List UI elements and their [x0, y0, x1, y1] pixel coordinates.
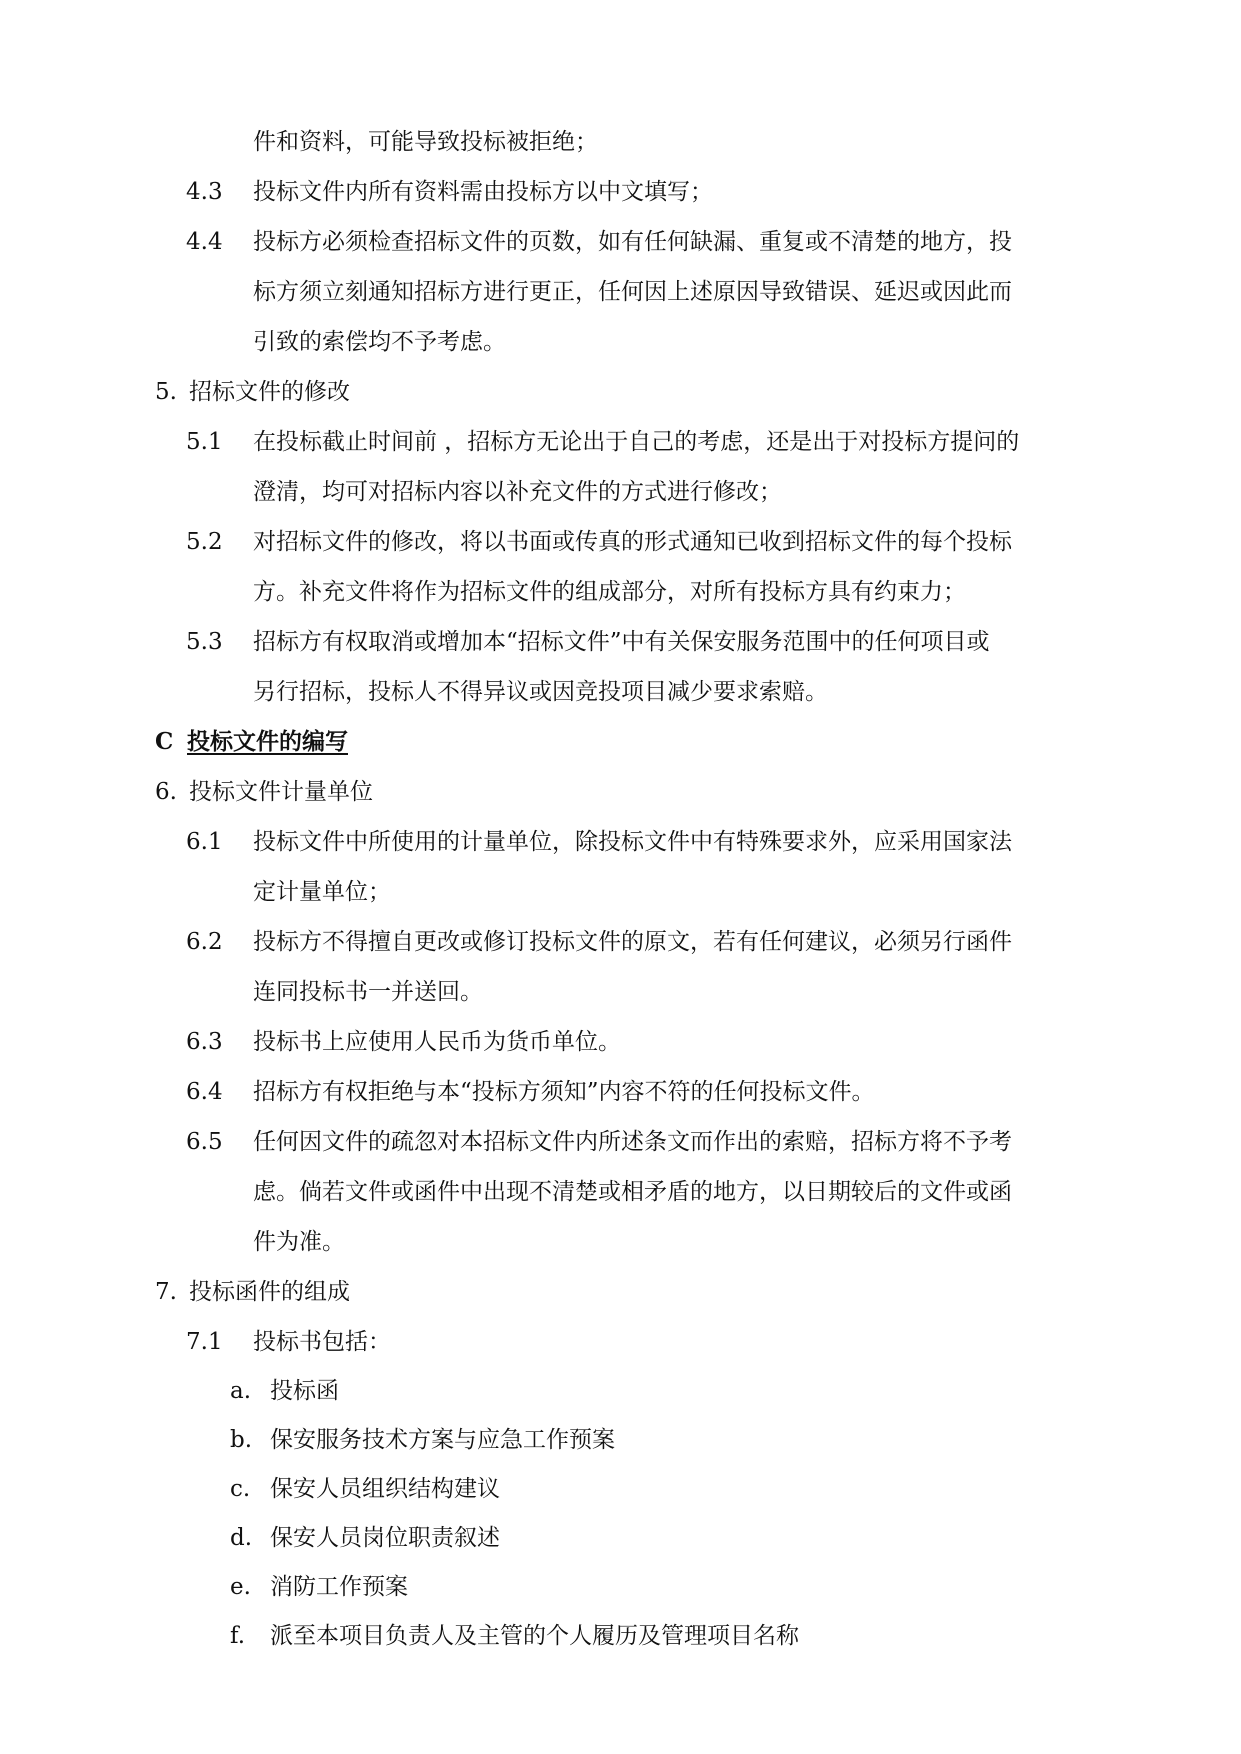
clause-6-2	[186, 927, 1012, 957]
list-text: 保安服务技术方案与应急工作预案	[270, 1427, 615, 1453]
clause-text: 投标方必须检查招标文件的页数，如有任何缺漏、重复或不清楚的地方，投	[253, 229, 1012, 255]
list-text: 保安人员岗位职责叙述	[270, 1525, 500, 1551]
clause-text: 对招标文件的修改，将以书面或传真的形式通知已收到招标文件的每个投标	[253, 529, 1012, 555]
clause-continuation	[253, 1227, 345, 1257]
clause-6-1	[186, 827, 1012, 857]
clause-5-2	[186, 527, 1012, 557]
section-5-heading	[155, 377, 350, 407]
clause-number: 6.5	[186, 1129, 223, 1155]
clause-number: 4.3	[186, 179, 223, 205]
clause-number: 6.2	[186, 929, 223, 955]
clause-5-1	[186, 427, 1019, 457]
section-7-heading	[155, 1277, 350, 1307]
clause-4-4	[186, 227, 1012, 257]
clause-text: 投标书上应使用人民币为货币单位。	[253, 1029, 621, 1055]
clause-continuation	[253, 877, 391, 907]
clause-6-4	[186, 1077, 875, 1107]
clause-text: 招标方有权拒绝与本“投标方须知”内容不符的任何投标文件。	[253, 1079, 875, 1105]
clause-continuation	[253, 577, 966, 607]
list-text: 派至本项目负责人及主管的个人履历及管理项目名称	[270, 1623, 799, 1649]
clause-text: 投标文件中所使用的计量单位，除投标文件中有特殊要求外，应采用国家法	[253, 829, 1012, 855]
clause-7-1	[186, 1327, 391, 1357]
clause-text: 投标方不得擅自更改或修订投标文件的原文，若有任何建议，必须另行函件	[253, 929, 1012, 955]
section-number: 6.	[155, 779, 177, 805]
list-text: 消防工作预案	[270, 1574, 408, 1600]
text: 连同投标书一并送回。	[253, 979, 483, 1005]
list-item-a	[230, 1376, 339, 1406]
text: 方。补充文件将作为招标文件的组成部分，对所有投标方具有约束力；	[253, 579, 966, 605]
text: 澄清，均可对招标内容以补充文件的方式进行修改；	[253, 479, 782, 505]
list-text: 保安人员组织结构建议	[270, 1476, 500, 1502]
text: 定计量单位；	[253, 879, 391, 905]
text: 件为准。	[253, 1229, 345, 1255]
clause-text: 投标书包括：	[253, 1329, 391, 1355]
list-item-f	[230, 1621, 799, 1651]
list-item-c	[230, 1474, 500, 1504]
paragraph-continuation	[253, 127, 598, 157]
clause-number: 5.2	[186, 529, 223, 555]
section-number: 5.	[155, 379, 177, 405]
clause-continuation	[253, 977, 483, 1007]
part-c-heading	[155, 727, 348, 757]
section-text: 投标文件计量单位	[189, 779, 373, 805]
text: 标方须立刻通知招标方进行更正，任何因上述原因导致错误、延迟或因此而	[253, 279, 1012, 305]
part-letter: C	[155, 728, 174, 755]
clause-continuation	[253, 277, 1012, 307]
section-text: 投标函件的组成	[189, 1279, 350, 1305]
text: 件和资料，可能导致投标被拒绝；	[253, 129, 598, 155]
list-marker: a.	[230, 1378, 252, 1404]
clause-text: 投标文件内所有资料需由投标方以中文填写；	[253, 179, 713, 205]
text: 虑。倘若文件或函件中出现不清楚或相矛盾的地方，以日期较后的文件或函	[253, 1179, 1012, 1205]
clause-number: 4.4	[186, 229, 223, 255]
clause-text: 招标方有权取消或增加本“招标文件”中有关保安服务范围中的任何项目或	[253, 629, 990, 655]
section-6-heading	[155, 777, 373, 807]
clause-number: 6.1	[186, 829, 223, 855]
list-marker: c.	[230, 1476, 251, 1502]
clause-text: 在投标截止时间前 ，招标方无论出于自己的考虑，还是出于对投标方提问的	[253, 429, 1020, 455]
list-item-d	[230, 1523, 500, 1553]
clause-number: 6.4	[186, 1079, 223, 1105]
list-text: 投标函	[270, 1378, 339, 1404]
clause-4-3	[186, 177, 713, 207]
clause-text: 任何因文件的疏忽对本招标文件内所述条文而作出的索赔，招标方将不予考	[253, 1129, 1012, 1155]
clause-5-3	[186, 627, 990, 657]
list-marker: e.	[230, 1574, 251, 1600]
clause-number: 5.3	[186, 629, 223, 655]
clause-6-3	[186, 1027, 621, 1057]
part-title: 投标文件的编写	[187, 728, 348, 755]
list-marker: f.	[230, 1623, 246, 1649]
clause-continuation	[253, 327, 506, 357]
clause-continuation	[253, 677, 828, 707]
clause-number: 5.1	[186, 429, 223, 455]
text: 引致的索偿均不予考虑。	[253, 329, 506, 355]
list-marker: d.	[230, 1525, 253, 1551]
text: 另行招标，投标人不得异议或因竞投项目减少要求索赔。	[253, 679, 828, 705]
clause-number: 6.3	[186, 1029, 223, 1055]
list-marker: b.	[230, 1427, 253, 1453]
section-text: 招标文件的修改	[189, 379, 350, 405]
clause-continuation	[253, 477, 782, 507]
clause-number: 7.1	[186, 1329, 223, 1355]
list-item-b	[230, 1425, 615, 1455]
section-number: 7.	[155, 1279, 177, 1305]
list-item-e	[230, 1572, 408, 1602]
clause-6-5	[186, 1127, 1012, 1157]
clause-continuation	[253, 1177, 1012, 1207]
